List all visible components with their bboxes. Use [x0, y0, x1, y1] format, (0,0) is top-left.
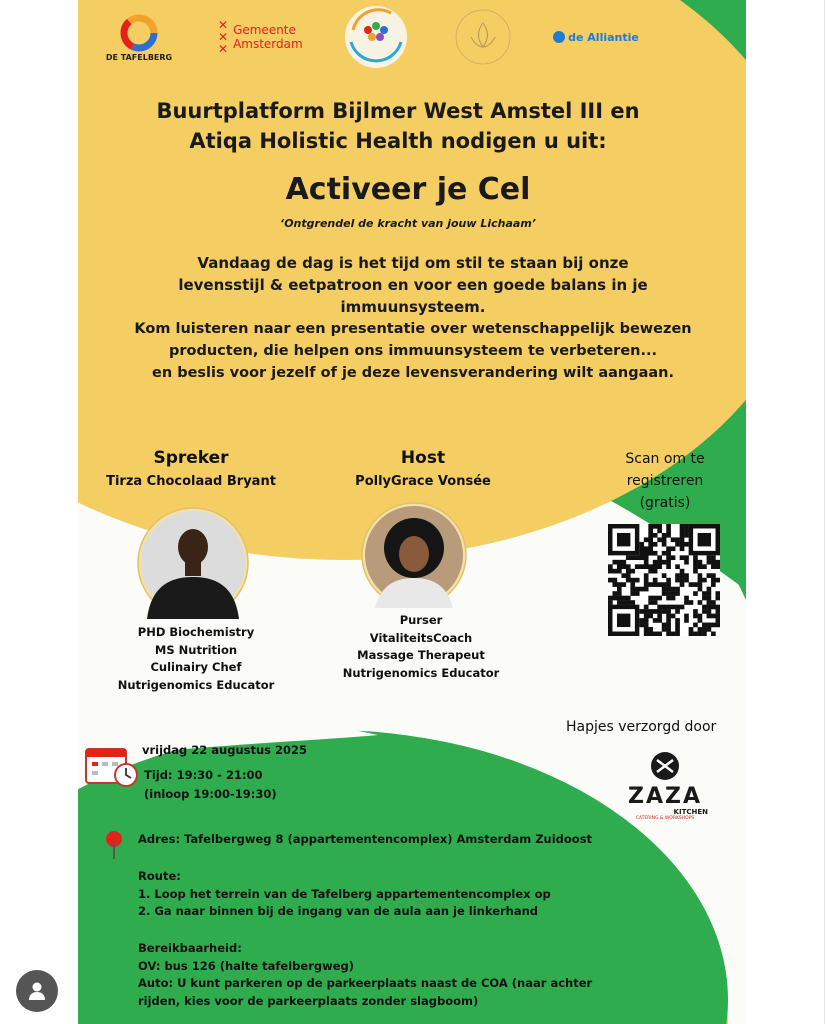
- buurtplatform-logo-icon: [343, 4, 409, 70]
- invite-heading: [78, 96, 718, 156]
- event-title: Activeer je Cel: [285, 172, 531, 207]
- alliantie-text: de Alliantie: [568, 30, 639, 44]
- speaker-section: [78, 448, 304, 489]
- profile-avatar-button[interactable]: [16, 970, 58, 1012]
- description-line: producten, die helpen ons immuunsysteem te verbeteren...: [168, 343, 658, 359]
- calendar-clock-icon: [84, 745, 140, 789]
- alliantie-icon: [553, 31, 565, 43]
- route-section: [138, 868, 551, 921]
- right-margin: [746, 0, 827, 1024]
- event-poster: [78, 0, 746, 1024]
- amsterdam-text: Amsterdam: [233, 37, 303, 51]
- qr-caption: [590, 448, 740, 514]
- catering-label: Hapjes verzorgd door: [566, 719, 717, 735]
- host-photo: [361, 502, 467, 608]
- zaza-brand: ZAZA: [628, 784, 702, 809]
- zaza-tag: CATERING & WORKSHOPS: [635, 816, 695, 821]
- event-description: [88, 252, 738, 384]
- user-icon: [27, 981, 47, 1001]
- gemeente-text: Gemeente: [233, 23, 296, 37]
- description-line: levensstijl & eetpatroon en voor een goede balans in je: [178, 276, 648, 294]
- invite-line-2: Atiqa Holistic Health nodigen u uit:: [189, 129, 607, 153]
- logo-atiqa: [448, 6, 518, 68]
- tafelberg-logo-text: DE TAFELBERG: [105, 52, 173, 62]
- access-section: [138, 940, 592, 1010]
- description-line: immuunsysteem.: [340, 298, 486, 316]
- route-step: 1. Loop het terrein van de Tafelberg appartementencomplex op: [138, 886, 551, 901]
- qr-caption-line: registreren: [626, 473, 704, 489]
- event-walkin: (inloop 19:00-19:30): [144, 787, 277, 801]
- route-step: 2. Ga naar binnen bij de ingang van de aula aan je linkerhand: [138, 904, 539, 918]
- qr-caption-line: Scan om te: [625, 451, 705, 467]
- tafelberg-logo-icon: [119, 13, 159, 53]
- invite-line-1: Buurtplatform Bijlmer West Amstel III en: [156, 99, 640, 123]
- credential: PHD Biochemistry: [137, 625, 255, 639]
- event-address: Adres: Tafelbergweg 8 (appartementencomplex) Amsterdam Zuidoost: [138, 832, 593, 846]
- credential: MS Nutrition: [154, 642, 238, 657]
- host-credentials: [318, 612, 524, 682]
- host-section: [318, 448, 528, 489]
- description-line: Vandaag de dag is het tijd om stil te staan bij onze: [197, 254, 629, 272]
- logo-de-alliantie: [550, 6, 642, 68]
- credential: Purser: [399, 613, 443, 627]
- speaker-credentials: [98, 624, 294, 694]
- zaza-kitchen-logo: [616, 750, 714, 821]
- location-pin-icon: [104, 830, 124, 860]
- credential: Massage Therapeut: [357, 648, 485, 662]
- host-name: PollyGrace Vonsée: [355, 474, 491, 489]
- speaker-photo: [137, 507, 249, 619]
- credential: Culinairy Chef: [150, 660, 242, 674]
- description-line: Kom luisteren naar een presentatie over wetenschappelijk bewezen: [134, 321, 692, 337]
- event-subtitle: ‘Ontgrendel de kracht van jouw Lichaam’: [280, 217, 536, 230]
- credential: VitaliteitsCoach: [369, 630, 473, 645]
- route-label: Route:: [138, 869, 181, 883]
- credential: Nutrigenomics Educator: [117, 677, 275, 692]
- credential: Nutrigenomics Educator: [342, 665, 500, 680]
- access-label: Bereikbaarheid:: [138, 941, 242, 955]
- access-ov: OV: bus 126 (halte tafelbergweg): [138, 958, 355, 973]
- zaza-sub: KITCHEN: [673, 808, 708, 816]
- event-time: Tijd: 19:30 - 21:00: [144, 768, 263, 782]
- atiqa-logo-icon: [453, 7, 513, 67]
- event-date: vrijdag 22 augustus 2025: [142, 743, 308, 757]
- logo-tafelberg: [96, 6, 182, 68]
- logo-gemeente-amsterdam: [218, 6, 318, 68]
- access-auto-cont: rijden, kies voor de parkeerplaats zonder slagboom): [138, 993, 479, 1008]
- qr-code[interactable]: [608, 524, 720, 636]
- amsterdam-crosses-icon: ✕ ✕ ✕: [218, 18, 229, 56]
- qr-caption-line: (gratis): [639, 495, 691, 511]
- speaker-name: Tirza Chocolaad Bryant: [106, 474, 276, 489]
- chef-hat-icon: [647, 750, 683, 782]
- description-line: en beslis voor jezelf of je deze levensverandering wilt aangaan.: [151, 365, 674, 381]
- speaker-label: Spreker: [153, 448, 229, 468]
- host-label: Host: [400, 448, 446, 468]
- access-auto: Auto: U kunt parkeren op de parkeerplaats naast de COA (naar achter: [138, 976, 593, 990]
- logo-buurtplatform: [341, 6, 411, 68]
